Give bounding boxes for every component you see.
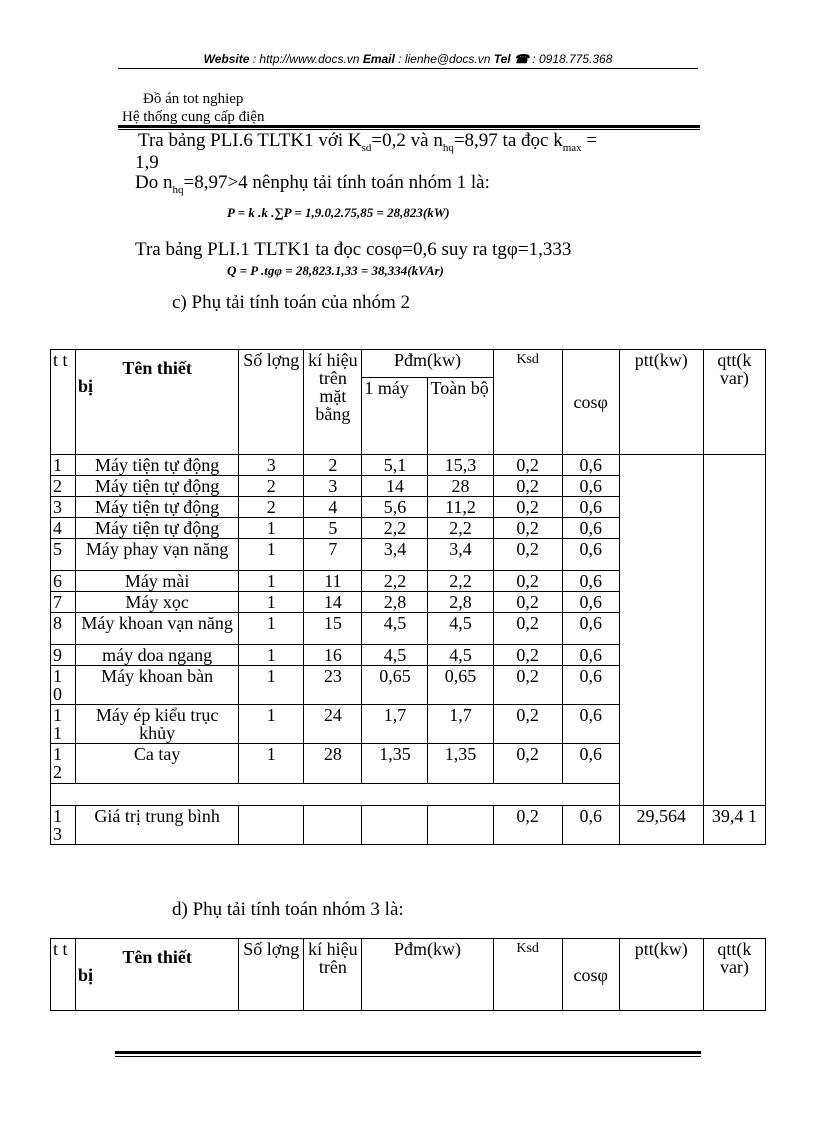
col-header-ksd: Ksd [493,350,562,455]
symbol: 7 [304,539,362,571]
row-index: 6 [51,571,76,592]
device-name: Máy tiện tự động [76,497,239,518]
power-total: 15,3 [428,455,493,476]
footer-rule-thin [115,1056,701,1057]
quantity: 1 [239,744,304,784]
row-index: 1 1 [51,705,76,744]
symbol: 24 [304,705,362,744]
ksd-value: 0,2 [493,744,562,784]
table-row [51,455,766,476]
quantity: 1 [239,518,304,539]
quantity: 2 [239,476,304,497]
subscript: hq [172,183,184,196]
row-index: 1 [51,455,76,476]
col-header-symbol: kí hiệu trên mặt bằng [304,350,362,455]
quantity: 1 [239,705,304,744]
cos-value: 0,6 [562,476,619,497]
col-header-name-line2: bị [78,965,94,985]
cos-value: 0,6 [562,539,619,571]
tel-value: : 0918.775.368 [532,52,613,66]
power-per-machine [362,806,428,845]
col-header-tt: t t [51,350,76,455]
cos-value: 0,6 [562,666,619,705]
power-per-machine: 1,7 [362,705,428,744]
col-header-qty: Số lợng [239,939,304,1011]
power-per-machine: 5,6 [362,497,428,518]
symbol [304,806,362,845]
power-total: 4,5 [428,613,493,645]
device-name: Máy khoan vạn năng [76,613,239,645]
quantity: 1 [239,539,304,571]
ksd-value: 0,2 [493,571,562,592]
paragraph-kmax-value: 1,9 [135,152,159,173]
symbol: 3 [304,476,362,497]
cos-value: 0,6 [562,518,619,539]
footer-rule-thick [115,1051,701,1054]
paragraph-nhq [135,173,490,200]
table-total-row [51,806,766,845]
row-index: 9 [51,645,76,666]
ksd-value: 0,2 [493,666,562,705]
col-header-name [76,939,239,1011]
col-header-ptt: ptt(kw) [619,350,703,455]
col-header-name-line2: bị [78,376,94,396]
col-header-cos: cosφ [562,350,619,455]
col-header-name [76,350,239,455]
quantity: 1 [239,645,304,666]
col-header-qtt: qtt(k var) [703,350,765,455]
subscript: max [562,141,582,154]
device-name: Máy tiện tự động [76,455,239,476]
row-index: 1 0 [51,666,76,705]
symbol: 11 [304,571,362,592]
power-total: 28 [428,476,493,497]
power-total: 2,2 [428,571,493,592]
cos-value: 0,6 [562,571,619,592]
power-total: 3,4 [428,539,493,571]
symbol: 15 [304,613,362,645]
ksd-value: 0,2 [493,613,562,645]
col-header-total: Toàn bộ [428,378,493,455]
device-name: Máy ép kiểu trục khủy [76,705,239,744]
cos-value: 0,6 [562,613,619,645]
symbol: 14 [304,592,362,613]
col-header-symbol: kí hiệu trên [304,939,362,1011]
power-per-machine: 4,5 [362,645,428,666]
text-segment: =8,97>4 nênphụ tải tính toán nhóm 1 là: [183,172,490,193]
row-index: 1 2 [51,744,76,784]
device-name: Giá trị trung bình [76,806,239,845]
ksd-value: 0,2 [493,806,562,845]
row-index: 8 [51,613,76,645]
col-header-ksd: Ksd [493,939,562,1011]
spacer-cell [51,784,620,806]
quantity [239,806,304,845]
power-total: 0,65 [428,666,493,705]
ksd-value: 0,2 [493,705,562,744]
text-segment: =8,97 ta đọc k [453,130,563,151]
power-total: 1,35 [428,744,493,784]
quantity: 1 [239,613,304,645]
symbol: 5 [304,518,362,539]
ksd-value: 0,2 [493,476,562,497]
power-per-machine: 3,4 [362,539,428,571]
symbol: 16 [304,645,362,666]
table-body [51,455,766,845]
symbol: 4 [304,497,362,518]
col-header-qty: Số lợng [239,350,304,455]
power-per-machine: 14 [362,476,428,497]
heading-group-2: c) Phụ tải tính toán của nhóm 2 [172,292,410,313]
ksd-value: 0,2 [493,539,562,571]
col-header-cos: cosφ [562,939,619,1011]
power-per-machine: 5,1 [362,455,428,476]
col-header-name-line1: Tên thiết [122,947,192,967]
power-total: 2,8 [428,592,493,613]
col-header-tt: t t [51,939,76,1011]
ksd-value: 0,2 [493,592,562,613]
device-name: Máy tiện tự động [76,476,239,497]
text-segment: Do n [135,172,173,193]
col-header-qtt: qtt(k var) [703,939,765,1011]
load-table-group-3 [50,938,766,1011]
power-total: 11,2 [428,497,493,518]
col-header-ptt: ptt(kw) [619,939,703,1011]
cos-value: 0,6 [562,806,619,845]
row-index: 3 [51,497,76,518]
website-label: Website [203,52,250,66]
ksd-value: 0,2 [493,645,562,666]
power-total: 1,7 [428,705,493,744]
power-total [428,806,493,845]
quantity: 1 [239,571,304,592]
power-per-machine: 2,2 [362,571,428,592]
power-per-machine: 0,65 [362,666,428,705]
doc-subtitle: Hệ thống cung cấp điện [122,109,265,125]
website-url[interactable]: : http://www.docs.vn [252,52,360,66]
power-total: 2,2 [428,518,493,539]
power-per-machine: 1,35 [362,744,428,784]
quantity: 1 [239,592,304,613]
subscript: sd [361,141,372,154]
subheader-rule-thick [118,125,700,128]
formula-qtt: Q = P .tgφ = 28,823.1,33 = 38,334(kVAr) [227,263,444,278]
heading-group-3: d) Phụ tải tính toán nhóm 3 là: [172,899,404,920]
device-name: Máy tiện tự động [76,518,239,539]
qtt-cell [703,455,765,806]
row-index: 4 [51,518,76,539]
text-segment: Tra bảng PLI.6 TLTK1 với K [138,130,362,151]
device-name: Máy khoan bàn [76,666,239,705]
ksd-value: 0,2 [493,497,562,518]
subscript: hq [442,141,454,154]
quantity: 3 [239,455,304,476]
cos-value: 0,6 [562,497,619,518]
row-index: 2 [51,476,76,497]
text-segment: = [581,130,598,151]
power-total: 4,5 [428,645,493,666]
load-table-group-2 [50,349,766,845]
quantity: 1 [239,666,304,705]
paragraph-kmax [138,131,597,158]
symbol: 23 [304,666,362,705]
device-name: máy doa ngang [76,645,239,666]
header-rule [118,68,698,69]
email-label: Email [362,52,395,66]
quantity: 2 [239,497,304,518]
ksd-value: 0,2 [493,518,562,539]
power-per-machine: 2,2 [362,518,428,539]
col-header-pdm: Pđm(kw) [362,350,493,378]
formula-ptt: P = k .k .∑P = 1,9.0,2.75,85 = 28,823(kW) [227,205,450,220]
power-per-machine: 4,5 [362,613,428,645]
cos-value: 0,6 [562,705,619,744]
cos-value: 0,6 [562,455,619,476]
ksd-value: 0,2 [493,455,562,476]
row-index: 1 3 [51,806,76,845]
qtt-value: 39,4 1 [703,806,765,845]
symbol: 2 [304,455,362,476]
ptt-cell [619,455,703,806]
symbol: 28 [304,744,362,784]
tel-label: Tel [493,52,511,66]
row-index: 7 [51,592,76,613]
power-per-machine: 2,8 [362,592,428,613]
col-header-pdm: Pđm(kw) [362,939,493,1011]
cos-value: 0,6 [562,592,619,613]
row-index: 5 [51,539,76,571]
cos-value: 0,6 [562,645,619,666]
col-header-one-machine: 1 máy [362,378,428,455]
device-name: Ca tay [76,744,239,784]
device-name: Máy phay vạn năng [76,539,239,571]
cos-value: 0,6 [562,744,619,784]
paragraph-cos: Tra bảng PLI.1 TLTK1 ta đọc cosφ=0,6 suy ra tgφ=1,333 [135,239,572,260]
col-header-name-line1: Tên thiết [122,358,192,378]
phone-icon: ☎ [514,52,529,66]
device-name: Máy mài [76,571,239,592]
device-name: Máy xọc [76,592,239,613]
text-segment: =0,2 và n [371,130,443,151]
ptt-value: 29,564 [619,806,703,845]
page-header [0,52,816,66]
doc-title: Đồ án tot nghiep [143,91,244,107]
email-value[interactable]: : lienhe@docs.vn [398,52,491,66]
